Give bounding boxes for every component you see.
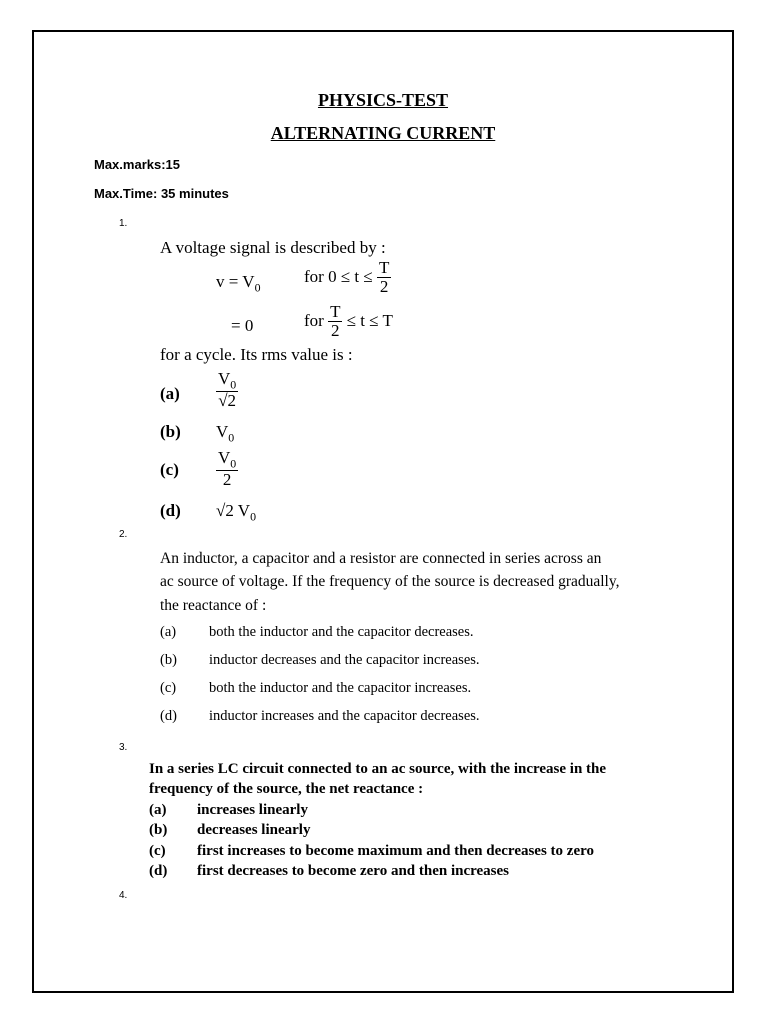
- question-number-2: 2.: [119, 529, 128, 540]
- q1-option-b-label: (b): [160, 422, 181, 441]
- q3-option-a-text: increases linearly: [197, 802, 308, 818]
- question-number-4: 4.: [119, 890, 128, 901]
- q2-option-d-label: (d): [160, 708, 177, 724]
- page-subtitle: ALTERNATING CURRENT: [270, 123, 496, 143]
- q2-stem-line: the reactance of :: [160, 597, 267, 614]
- q1-stem: A voltage signal is described by :: [160, 238, 386, 257]
- q2-option-b-label: (b): [160, 652, 177, 668]
- q2-option-c-label: (c): [160, 680, 177, 696]
- q2-option-b-text: inductor decreases and the capacitor increases.: [209, 652, 480, 668]
- q1-eq2: = 0: [231, 316, 254, 335]
- page-title: PHYSICS-TEST: [317, 90, 449, 110]
- q1-option-a-label: (a): [160, 384, 180, 403]
- q1-option-b-value: $V_0$: [216, 422, 235, 445]
- q3-stem-line: frequency of the source, the net reactance :: [149, 781, 424, 797]
- q1-cycle-text: for a cycle. Its rms value is :: [160, 345, 353, 364]
- q1-option-c-value: $\frac{V_0}{2}$: [218, 448, 237, 489]
- q2-option-a-label: (a): [160, 624, 177, 640]
- question-number-3: 3.: [119, 742, 128, 753]
- q1-option-d-value: √2 $V_0$: [216, 501, 257, 524]
- q3-option-a-label: (a): [149, 802, 167, 818]
- q2-option-d-text: inductor increases and the capacitor decreases.: [209, 708, 480, 724]
- q3-option-b-label: (b): [149, 822, 168, 838]
- q3-option-c-text: first increases to become maximum and then decreases to zero: [197, 843, 595, 859]
- q1-cond1: for 0 ≤ t ≤ $\frac{T}{2}$: [304, 258, 390, 296]
- q1-option-a-value: $\frac{V_0}{√2}$: [218, 369, 237, 410]
- q2-stem-line: An inductor, a capacitor and a resistor are connected in series across an: [160, 550, 602, 567]
- max-time: Max.Time: 35 minutes: [94, 186, 229, 201]
- q3-option-b-text: decreases linearly: [197, 822, 311, 838]
- q2-stem-line: ac source of voltage. If the frequency of the source is decreased gradually,: [160, 573, 620, 590]
- q2-option-a-text: both the inductor and the capacitor decreases.: [209, 624, 474, 640]
- q2-option-c-text: both the inductor and the capacitor increases.: [209, 680, 472, 696]
- q1-option-d-label: (d): [160, 501, 181, 520]
- q1-eq1: $v = V_0$: [216, 272, 261, 295]
- question-number-1: 1.: [119, 218, 128, 229]
- document-page: [32, 30, 734, 993]
- q1-option-c-label: (c): [160, 460, 179, 479]
- q3-option-d-label: (d): [149, 863, 168, 879]
- q1-cond2: for $\frac{T}{2}$ ≤ t ≤ T: [304, 302, 393, 340]
- q3-option-d-text: first decreases to become zero and then increases: [197, 863, 510, 879]
- q3-option-c-label: (c): [149, 843, 166, 859]
- q3-stem-line: In a series LC circuit connected to an ac source, with the increase in the: [149, 761, 607, 777]
- max-marks: Max.marks:15: [94, 157, 180, 172]
